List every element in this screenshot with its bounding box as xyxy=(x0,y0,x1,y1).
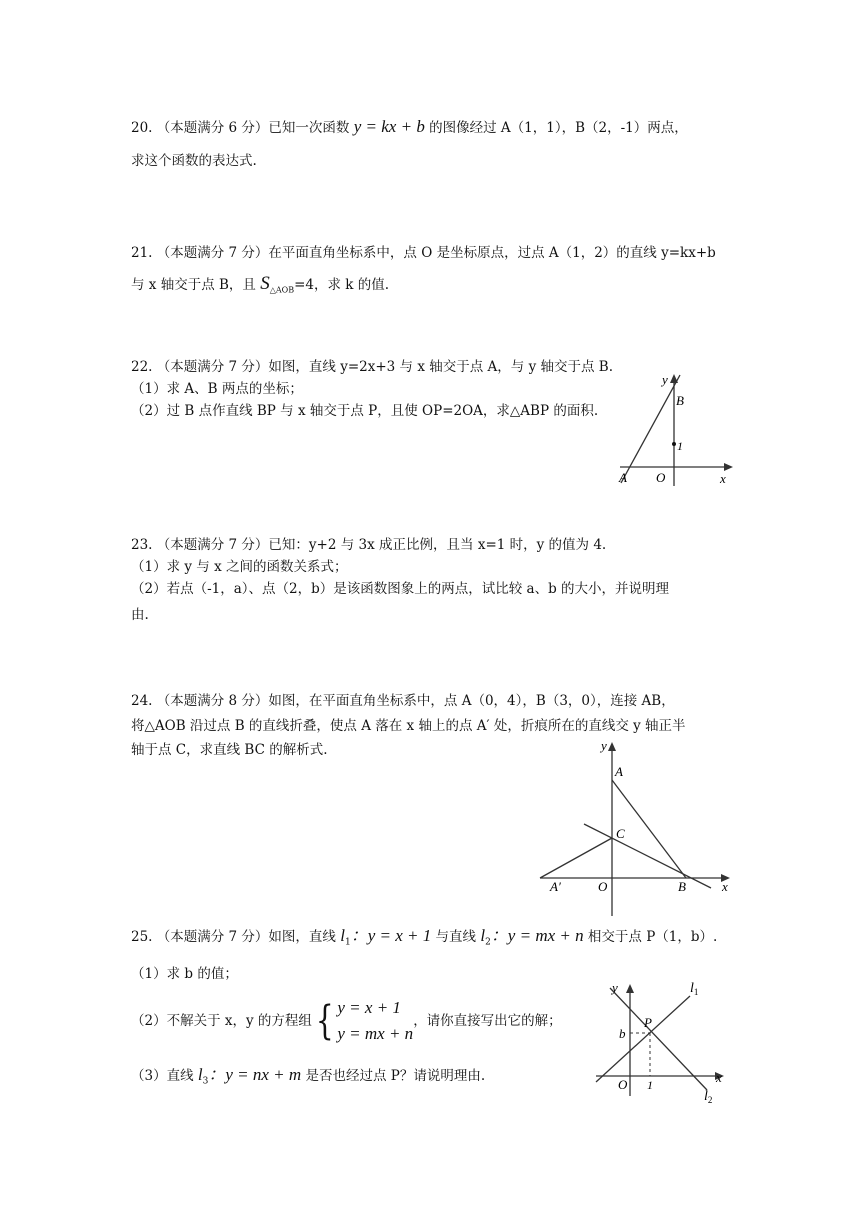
q25-figure xyxy=(592,978,736,1108)
q22-label-1: 1 xyxy=(677,439,683,453)
q24-y-arrow-icon xyxy=(608,742,616,751)
q25-system xyxy=(337,995,413,1047)
q25-l3-sub: 3 xyxy=(202,1076,209,1087)
q25-mid: 与直线 xyxy=(431,929,481,945)
q25-sys-eq1: y = x + 1 xyxy=(337,998,401,1017)
q20-formula: y = kx + b xyxy=(353,117,425,136)
q25-brace-icon: { xyxy=(315,998,334,1044)
q22-line1: 22. （本题满分 7 分）如图，直线 y=2x+3 与 x 轴交于点 A，与 y 轴交于点 B. xyxy=(131,359,614,375)
q25-label-l1 xyxy=(690,981,698,997)
q25-line-l1 xyxy=(596,996,690,1082)
q25-l2: l xyxy=(480,926,486,945)
q25-part2-pre: （2）不解关于 x，y 的方程组 xyxy=(131,1013,312,1029)
q25-l1-eq: ：y = x + 1 xyxy=(350,926,432,945)
q20-line1 xyxy=(131,118,688,137)
q25-l1-sub: 1 xyxy=(344,937,351,948)
q22-figure xyxy=(612,368,742,488)
q24-label-O: O xyxy=(598,879,608,894)
q22-label-y: y xyxy=(662,372,668,387)
q22-label-O: O xyxy=(656,470,666,485)
q25-part3-post: 是否也经过点 P？请说明理由. xyxy=(301,1068,486,1084)
q24-line3: 轴于点 C，求直线 BC 的解析式. xyxy=(131,742,328,758)
q22-point-1 xyxy=(672,442,676,446)
q25-l3-eq: ：y = nx + m xyxy=(208,1065,302,1084)
q22-label-x: x xyxy=(720,471,726,486)
q25-part2-post: ，请你直接写出它的解； xyxy=(413,1013,562,1029)
q24-label-B: B xyxy=(678,879,686,894)
q24-line1: 24. （本题满分 8 分）如图，在平面直角坐标系中，点 A（0，4），B（3，0），连接 AB， xyxy=(131,693,675,709)
q23-line3: （2）若点（-1，a）、点（2，b）是该函数图象上的两点，试比较 a、b 的大小，并说明理 xyxy=(131,581,670,597)
q25-label-P: P xyxy=(644,1015,652,1030)
q25-label-l2-sub: 2 xyxy=(707,1095,713,1105)
q25-sys-eq2: y = mx + n xyxy=(337,1024,414,1043)
q25-label-O: O xyxy=(618,1077,628,1092)
q24-label-Aprime: A′ xyxy=(550,879,561,894)
q25-label-l2 xyxy=(704,1089,712,1105)
q21-line2 xyxy=(131,275,389,300)
q24-line2: 将△AOB 沿过点 B 的直线折叠，使点 A 落在 x 轴上的点 A′ 处，折痕所在的直线交 y 轴正半 xyxy=(131,718,686,734)
q22-line3: （2）过 B 点作直线 BP 与 x 轴交于点 P，且使 OP=2OA，求△ABP 的面积. xyxy=(131,403,599,419)
q25-label-l2-letter: l xyxy=(704,1089,708,1104)
q24-figure xyxy=(536,736,736,918)
q21-line1: 21. （本题满分 7 分）在平面直角坐标系中，点 O 是坐标原点，过点 A（1，2）的直线 y=kx+b xyxy=(131,245,716,261)
q25-part3-pre: （3）直线 xyxy=(131,1068,198,1084)
q21-area-sub: △AOB xyxy=(269,285,295,295)
q20-suffix: 的图像经过 A（1，1），B（2，-1）两点， xyxy=(424,120,688,136)
q25-part3 xyxy=(131,1066,485,1091)
q25-l1: l xyxy=(340,926,345,945)
q25-label-l1-sub: 1 xyxy=(693,987,699,997)
q22-line2: （1）求 A、B 两点的坐标； xyxy=(131,381,303,397)
q25-label-b: b xyxy=(619,1026,626,1041)
q23-line4: 由. xyxy=(131,607,149,623)
q23-line2: （1）求 y 与 x 之间的函数关系式； xyxy=(131,559,348,575)
q25-part2 xyxy=(131,995,562,1047)
q22-label-A: A xyxy=(619,470,627,485)
q24-label-y: y xyxy=(601,738,607,753)
q25-label-l1-letter: l xyxy=(690,981,694,996)
q21-line2-post: =4，求 k 的值. xyxy=(294,277,390,293)
q25-label-1: 1 xyxy=(647,1078,653,1092)
q25-line1-pre: 25. （本题满分 7 分）如图，直线 xyxy=(131,929,341,945)
q24-label-C: C xyxy=(616,826,625,841)
q25-label-y: y xyxy=(612,980,618,995)
q24-segment-ApC xyxy=(540,838,612,878)
q25-l2-eq: ：y = mx + n xyxy=(490,926,584,945)
q22-x-arrow-icon xyxy=(724,463,733,471)
q24-label-x: x xyxy=(722,879,728,894)
q25-l2-sub: 2 xyxy=(485,937,491,948)
q23-line1: 23. （本题满分 7 分）已知：y+2 与 3x 成正比例，且当 x=1 时，y 的值为 4. xyxy=(131,537,607,553)
q25-part1: （1）求 b 的值； xyxy=(131,966,238,982)
q20-prefix: 20. （本题满分 6 分）已知一次函数 xyxy=(131,120,354,136)
q25-label-x: x xyxy=(716,1070,722,1085)
q25-l3: l xyxy=(197,1065,203,1084)
q25-line1 xyxy=(131,927,717,952)
q20-line2: 求这个函数的表达式. xyxy=(131,153,257,169)
q25-y-arrow-icon xyxy=(626,984,634,993)
q22-label-B: B xyxy=(676,393,684,408)
q25-line1-post: 相交于点 P（1，b）. xyxy=(583,929,718,945)
q24-label-A: A xyxy=(615,764,623,779)
q21-area-symbol: S xyxy=(260,273,270,294)
q21-line2-pre: 与 x 轴交于点 B，且 xyxy=(131,277,261,293)
